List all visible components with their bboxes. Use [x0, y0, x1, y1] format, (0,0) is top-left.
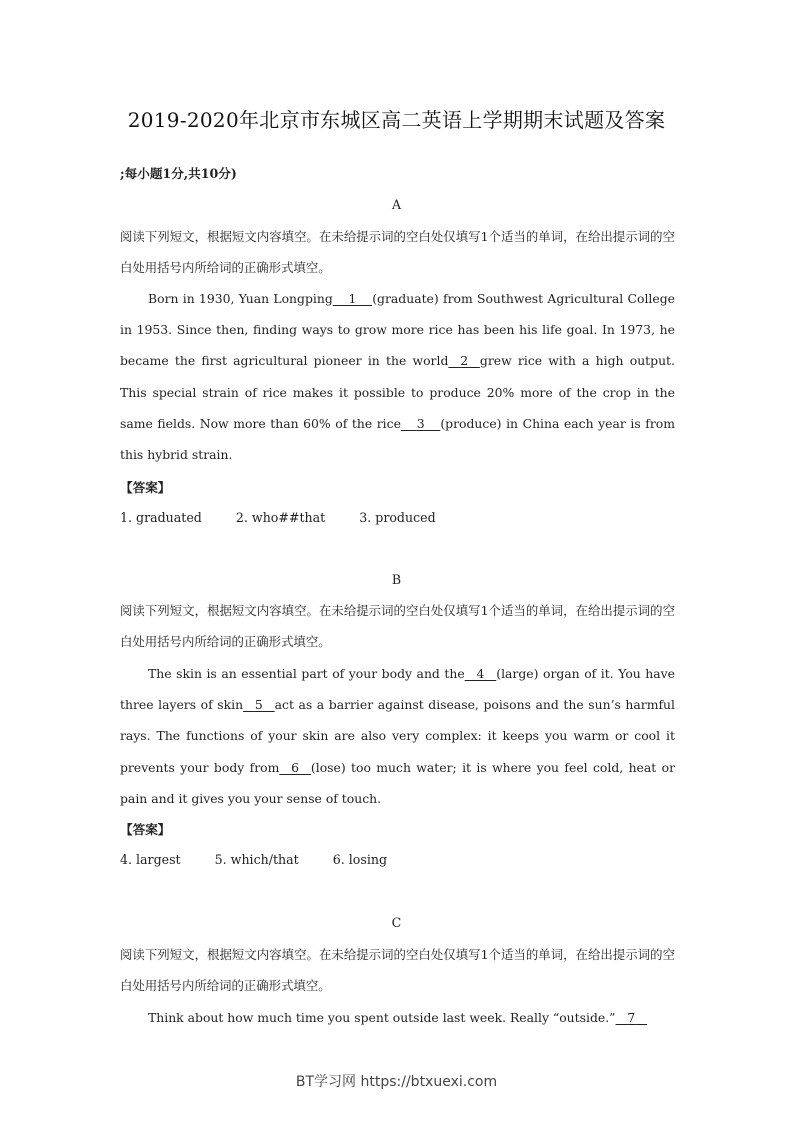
section-label-c: C	[391, 915, 402, 930]
blank-6: 6	[291, 759, 300, 775]
section-b-instruction: 阅读下列短文，根据短文内容填空。在未给提示词的空白处仅填写1个适当的单词，在给出提示词的空白处用括号内所给词的正确形式填空。	[120, 603, 675, 649]
passage-text: Think about how much time you spent outside last week. Really “outside.”	[148, 1010, 616, 1025]
answers-a	[120, 508, 680, 528]
section-a-instruction: 阅读下列短文，根据短文内容填空。在未给提示词的空白处仅填写1个适当的单词，在给出提示词的空白处用括号内所给词的正确形式填空。	[120, 229, 675, 275]
blank-7: 7	[627, 1010, 636, 1025]
section-a-passage	[120, 283, 675, 470]
answer-item: 6. losing	[332, 852, 388, 867]
passage-text: act as a barrier against disease, poisons and the sun’s harmful rays. The functions of your skin are also very complex: it keeps you warm or cool it prevents your body from	[120, 697, 675, 775]
answer-item: 5. which/that	[214, 852, 299, 867]
blank-3: 3	[416, 415, 425, 431]
passage-text: The skin is an essential part of your body and the	[148, 666, 465, 681]
passage-text: (lose) too much water; it is where you feel cold, heat or pain and it gives you your sense of touch.	[120, 759, 676, 806]
blank-5: 5	[254, 697, 263, 713]
answers-b	[120, 850, 680, 870]
section-c-passage	[120, 1002, 675, 1033]
section-label-a: A	[391, 197, 402, 212]
blank-4: 4	[476, 666, 485, 681]
section-label-b: B	[391, 572, 402, 587]
passage-text: (large) organ of it. You have three layers of skin	[120, 666, 675, 713]
answer-label-a: 【答案】	[120, 480, 171, 495]
passage-text: Born in 1930, Yuan Longping	[148, 291, 333, 306]
page-footer: BT学习网 https://btxuexi.com	[295, 1074, 498, 1090]
blank-1: 1	[348, 291, 357, 306]
answer-item: 2. who##that	[235, 510, 326, 525]
section-b-passage	[120, 658, 675, 814]
section-instruction-header: ;每小题1分,共10分)	[120, 166, 237, 181]
section-c-instruction: 阅读下列短文，根据短文内容填空。在未给提示词的空白处仅填写1个适当的单词，在给出提示词的空白处用括号内所给词的正确形式填空。	[120, 947, 675, 993]
blank-2: 2	[460, 353, 469, 369]
document-title: 2019-2020年北京市东城区高二英语上学期期末试题及答案	[127, 108, 666, 132]
answer-item: 3. produced	[359, 510, 436, 525]
passage-text: (graduate) from Southwest Agricultural College in 1953. Since then, finding ways to grow more rice has been his life goal. In 1973, he became the first agricultural pioneer in the world	[120, 291, 675, 369]
answer-label-b: 【答案】	[120, 822, 171, 837]
answer-item: 1. graduated	[120, 510, 202, 525]
passage-text: grew rice with a high output. This special strain of rice makes it possible to produce 20% more of the crop in the same fields. Now more than 60% of the rice	[120, 353, 675, 431]
answer-item: 4. largest	[120, 852, 181, 867]
passage-text: (produce) in China each year is from this hybrid strain.	[120, 415, 675, 463]
